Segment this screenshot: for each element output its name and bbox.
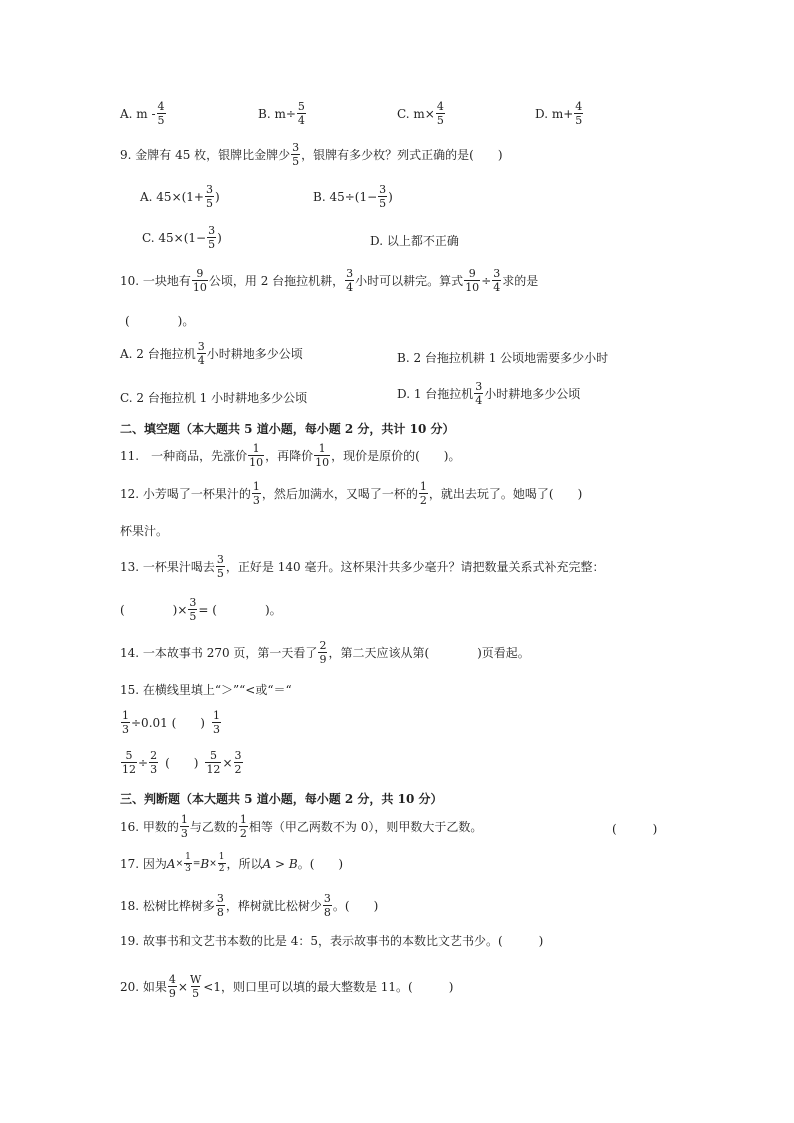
numerator: 4 bbox=[157, 100, 165, 113]
denominator: 5 bbox=[208, 238, 216, 251]
denominator: 12 bbox=[206, 763, 221, 776]
fraction bbox=[419, 481, 428, 506]
numerator: 5 bbox=[297, 100, 305, 113]
q12-line2 bbox=[120, 522, 168, 539]
q17-text-mid: ，所以 bbox=[226, 857, 263, 871]
fraction bbox=[205, 750, 221, 775]
denominator: 3 bbox=[252, 494, 260, 507]
q20-text-pre: 20. 如果 bbox=[120, 980, 167, 994]
q18-text-pre: 18. 松树比桦树多 bbox=[120, 899, 215, 913]
fraction bbox=[378, 184, 387, 209]
q8-option-b bbox=[258, 101, 307, 126]
fraction bbox=[574, 101, 583, 126]
denominator: 5 bbox=[292, 155, 300, 168]
q9-text-post: ，银牌有多少枚？列式正确的是( ) bbox=[301, 148, 503, 162]
numerator: 3 bbox=[475, 380, 483, 393]
q11-text-mid: ，再降价 bbox=[265, 449, 314, 463]
fraction bbox=[464, 268, 480, 293]
q17-text-post: 。( ) bbox=[297, 857, 344, 871]
numerator: 3 bbox=[493, 267, 501, 280]
numerator: 5 bbox=[209, 749, 217, 762]
times-sign: × bbox=[209, 858, 217, 869]
q15-row2-mid: ( ) bbox=[165, 756, 199, 770]
fraction bbox=[188, 597, 197, 622]
denominator: 4 bbox=[346, 281, 354, 294]
var-a: A bbox=[166, 856, 176, 871]
denominator: 3 bbox=[212, 723, 220, 736]
numerator: 3 bbox=[346, 267, 354, 280]
q15-row2 bbox=[120, 750, 244, 775]
q19-text: 19. 故事书和文艺书本数的比是 4：5，表示故事书的本数比文艺书少。( ) bbox=[120, 934, 544, 948]
numerator: 1 bbox=[252, 480, 260, 493]
q8-option-a bbox=[120, 101, 167, 126]
q12-text-mid: ，然后加满水，又喝了一杯的 bbox=[261, 487, 418, 501]
q9-text-pre: 9. 金牌有 45 枚，银牌比金牌少 bbox=[120, 148, 291, 162]
q10-a-post: 小时耕地多少公顷 bbox=[206, 347, 303, 361]
denominator: 3 bbox=[180, 827, 188, 840]
equals-sign: = bbox=[192, 858, 201, 869]
denominator: 2 bbox=[239, 827, 247, 840]
numerator: 2 bbox=[319, 639, 327, 652]
denominator: 5 bbox=[379, 197, 387, 210]
numerator: 3 bbox=[216, 553, 224, 566]
fraction bbox=[252, 481, 261, 506]
q9-stem bbox=[120, 142, 503, 167]
fraction bbox=[318, 640, 327, 665]
fraction bbox=[189, 974, 202, 999]
q9-option-a bbox=[140, 184, 220, 209]
denominator: 10 bbox=[249, 456, 264, 469]
q10-text-mid1: 公顷，用 2 台拖拉机耕， bbox=[208, 274, 345, 288]
q10-option-c bbox=[120, 389, 307, 406]
numerator: 1 bbox=[185, 852, 191, 862]
numerator: 3 bbox=[234, 749, 242, 762]
denominator: 10 bbox=[465, 281, 480, 294]
q10-blank bbox=[125, 312, 194, 329]
fraction bbox=[216, 893, 225, 918]
q11-text-pre: 11. 一种商品，先涨价 bbox=[120, 449, 248, 463]
q10-b-text: B. 2 台拖拉机耕 1 公顷地需要多少小时 bbox=[397, 351, 609, 365]
fraction bbox=[323, 893, 332, 918]
numerator: 3 bbox=[208, 224, 216, 237]
q15-row2-op2: × bbox=[222, 755, 233, 770]
denominator: 3 bbox=[150, 763, 158, 776]
q15-stem bbox=[120, 681, 292, 698]
numerator: 5 bbox=[125, 749, 133, 762]
numerator: 3 bbox=[292, 141, 300, 154]
q16-paren-text: ( ) bbox=[612, 822, 658, 836]
q10-option-d bbox=[397, 381, 580, 406]
q13-stem bbox=[120, 554, 604, 579]
numerator: 4 bbox=[575, 100, 583, 113]
q9-d-text: D. 以上都不正确 bbox=[370, 234, 459, 248]
q16-text-pre: 16. 甲数的 bbox=[120, 820, 179, 834]
numerator: 1 bbox=[122, 709, 129, 722]
denominator: 4 bbox=[197, 354, 205, 367]
numerator: 1 bbox=[212, 709, 220, 722]
section3-text: 三、判断题（本大题共 5 道小题，每小题 2 分，共 10 分） bbox=[120, 792, 443, 806]
numerator: 3 bbox=[197, 340, 205, 353]
numerator: 1 bbox=[419, 480, 427, 493]
fraction bbox=[436, 101, 445, 126]
fraction bbox=[314, 443, 330, 468]
fraction bbox=[180, 814, 189, 839]
fraction bbox=[192, 268, 208, 293]
fraction bbox=[207, 225, 216, 250]
q10-blank-text: ( )。 bbox=[125, 314, 195, 328]
numerator: 3 bbox=[323, 892, 331, 905]
numerator: 1 bbox=[218, 852, 225, 862]
denominator: 3 bbox=[122, 723, 129, 736]
q9-c-pre: C. 45×(1− bbox=[142, 230, 207, 245]
q10-d-pre: D. 1 台拖拉机 bbox=[397, 387, 474, 401]
q10-c-text: C. 2 台拖拉机 1 小时耕地多少公顷 bbox=[120, 391, 308, 405]
q14-stem bbox=[120, 640, 530, 665]
q10-d-post: 小时耕地多少公顷 bbox=[484, 387, 581, 401]
q10-option-b bbox=[397, 349, 608, 366]
fraction bbox=[184, 853, 192, 874]
numerator: 3 bbox=[206, 183, 213, 196]
numerator: 3 bbox=[216, 892, 224, 905]
q15-text: 15. 在横线里填上“＞”“<或“＝“ bbox=[120, 683, 292, 697]
denominator: 5 bbox=[189, 610, 197, 623]
fraction bbox=[121, 750, 137, 775]
q10-text-post: 求的是 bbox=[502, 274, 539, 288]
q12-stem bbox=[120, 481, 582, 506]
numerator: 1 bbox=[318, 442, 326, 455]
denominator: 5 bbox=[192, 987, 200, 1000]
denominator: 5 bbox=[216, 567, 224, 580]
denominator: 5 bbox=[436, 114, 444, 127]
q20-text-post: <1，则口里可以填的最大整数是 11。( ) bbox=[203, 980, 454, 994]
denominator: 8 bbox=[216, 906, 224, 919]
q12-line2-text: 杯果汁。 bbox=[120, 524, 169, 538]
q9-b-post: ) bbox=[388, 189, 393, 204]
q10-text-pre: 10. 一块地有 bbox=[120, 274, 191, 288]
q17-text-pre: 17. 因为 bbox=[120, 857, 167, 871]
denominator: 3 bbox=[185, 864, 191, 874]
q8-d-label: D. m+ bbox=[535, 106, 574, 121]
q12-text-pre: 12. 小芳喝了一杯果汁的 bbox=[120, 487, 251, 501]
var-a: A bbox=[262, 856, 272, 871]
q8-option-c bbox=[397, 101, 446, 126]
q18-stem bbox=[120, 893, 378, 918]
q9-c-post: ) bbox=[217, 230, 222, 245]
q8-a-label: A. m - bbox=[120, 106, 156, 121]
q10-option-a bbox=[120, 341, 303, 366]
q18-text-mid: ，桦树就比松树少 bbox=[225, 899, 322, 913]
fraction bbox=[157, 101, 166, 126]
q13-text-pre: 13. 一杯果汁喝去 bbox=[120, 560, 215, 574]
q14-text-post: ，第二天应该从第( )页看起。 bbox=[328, 646, 530, 660]
q16-text-post: 相等（甲乙两数不为 0），则甲数大于乙数。 bbox=[248, 820, 483, 834]
fraction bbox=[291, 142, 300, 167]
fraction bbox=[492, 268, 501, 293]
q15-row1 bbox=[120, 710, 222, 735]
denominator: 2 bbox=[419, 494, 427, 507]
numerator: 4 bbox=[168, 973, 176, 986]
q12-text-post: ，就出去玩了。她喝了( ) bbox=[428, 487, 583, 501]
q16-stem bbox=[120, 814, 482, 839]
q13-text-post: ，正好是 140 毫升。这杯果汁共多少毫升？请把数量关系式补充完整： bbox=[225, 560, 605, 574]
fraction bbox=[197, 341, 206, 366]
times-sign: × bbox=[175, 858, 184, 869]
q19-stem bbox=[120, 932, 543, 949]
denominator: 5 bbox=[575, 114, 583, 127]
q9-b-pre: B. 45÷(1− bbox=[313, 189, 378, 204]
q14-text-pre: 14. 一本故事书 270 页，第一天看了 bbox=[120, 646, 318, 660]
numerator: 9 bbox=[196, 267, 204, 280]
q9-a-pre: A. 45×(1+ bbox=[140, 189, 204, 204]
q18-text-post: 。( ) bbox=[332, 899, 379, 913]
numerator: 3 bbox=[189, 596, 197, 609]
section-heading-judgement bbox=[120, 790, 442, 807]
numerator: 1 bbox=[252, 442, 260, 455]
fraction bbox=[297, 101, 306, 126]
q13-eq-pre: ( )× bbox=[120, 603, 188, 617]
denominator: 8 bbox=[323, 906, 331, 919]
q8-option-d bbox=[535, 101, 584, 126]
denominator: 10 bbox=[315, 456, 330, 469]
fraction bbox=[168, 974, 177, 999]
numerator: 9 bbox=[468, 267, 476, 280]
denominator: 5 bbox=[206, 197, 213, 210]
q13-equation bbox=[120, 597, 282, 622]
numerator: 1 bbox=[180, 813, 188, 826]
q9-option-b bbox=[313, 184, 393, 209]
greater-than-sign: > bbox=[271, 856, 289, 871]
denominator: 4 bbox=[475, 394, 483, 407]
fraction bbox=[248, 443, 264, 468]
fraction bbox=[234, 750, 243, 775]
var-b: B bbox=[288, 856, 298, 871]
section-heading-fill-in bbox=[120, 420, 454, 437]
fraction bbox=[216, 554, 225, 579]
denominator: 9 bbox=[168, 987, 176, 1000]
denominator: 4 bbox=[297, 114, 305, 127]
denominator: 12 bbox=[122, 763, 136, 776]
q15-row1-mid: ÷0.01 ( ) bbox=[131, 716, 205, 730]
q10-stem bbox=[120, 268, 538, 293]
denominator: 4 bbox=[493, 281, 501, 294]
q15-row2-op: ÷ bbox=[138, 755, 149, 770]
numerator: 3 bbox=[379, 183, 387, 196]
fraction bbox=[149, 750, 158, 775]
q9-a-post: ) bbox=[215, 189, 220, 204]
fraction bbox=[121, 710, 130, 735]
q8-b-label: B. m÷ bbox=[258, 106, 296, 121]
q20-stem bbox=[120, 974, 453, 999]
fraction bbox=[205, 184, 214, 209]
var-b: B bbox=[200, 856, 210, 871]
denominator: 10 bbox=[192, 281, 207, 294]
numerator: 1 bbox=[239, 813, 247, 826]
fraction bbox=[239, 814, 248, 839]
q9-option-c bbox=[142, 225, 222, 250]
times-sign: × bbox=[177, 979, 188, 994]
q16-text-mid: 与乙数的 bbox=[189, 820, 238, 834]
q10-operator: ÷ bbox=[481, 273, 492, 288]
q11-stem bbox=[120, 443, 460, 468]
fraction bbox=[474, 381, 483, 406]
section2-text: 二、填空题（本大题共 5 道小题，每小题 2 分，共计 10 分） bbox=[120, 422, 455, 436]
q11-text-post: ，现价是原价的( )。 bbox=[331, 449, 461, 463]
q10-a-pre: A. 2 台拖拉机 bbox=[120, 347, 196, 361]
q9-option-d bbox=[370, 232, 459, 249]
denominator: 2 bbox=[234, 763, 242, 776]
fraction bbox=[218, 853, 226, 874]
numerator: W bbox=[189, 973, 202, 986]
denominator: 2 bbox=[218, 864, 225, 874]
numerator: 2 bbox=[150, 749, 158, 762]
numerator: 4 bbox=[436, 100, 444, 113]
fraction bbox=[345, 268, 354, 293]
q8-c-label: C. m× bbox=[397, 106, 435, 121]
fraction bbox=[212, 710, 221, 735]
denominator: 5 bbox=[157, 114, 165, 127]
denominator: 9 bbox=[319, 653, 327, 666]
q17-stem bbox=[120, 853, 343, 874]
q16-answer-paren bbox=[612, 820, 657, 837]
q10-text-mid2: 小时可以耕完。算式 bbox=[355, 274, 464, 288]
q13-eq-post: = ( )。 bbox=[198, 603, 282, 617]
